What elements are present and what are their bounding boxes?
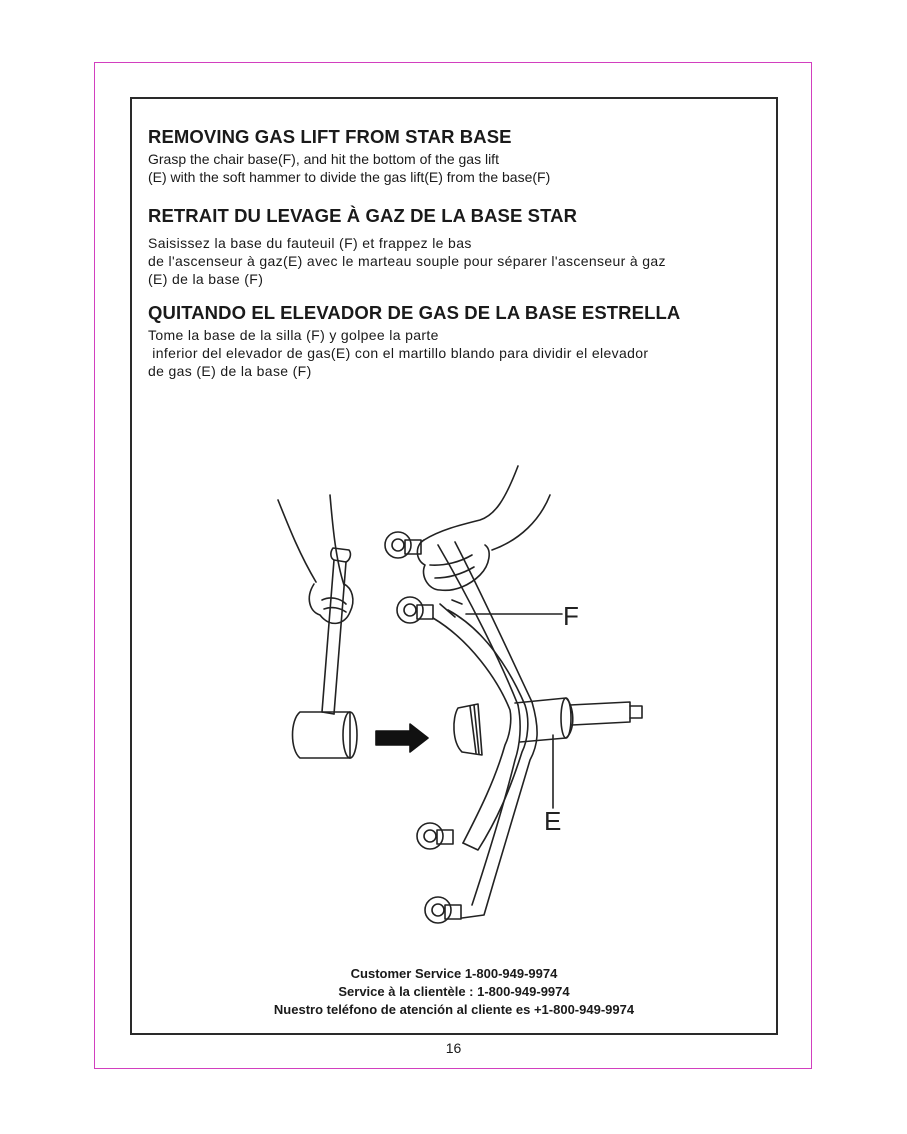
spanish-line-1: Tome la base de la silla (F) y golpee la parte: [148, 327, 439, 343]
strike-direction-arrow: [376, 724, 428, 752]
french-line-3: (E) de la base (F): [148, 271, 264, 287]
section-spanish: [148, 302, 768, 380]
heading-french: RETRAIT DU LEVAGE À GAZ DE LA BASE STAR: [148, 205, 578, 226]
heading-spanish: QUITANDO EL ELEVADOR DE GAS DE LA BASE ESTRELLA: [148, 302, 681, 323]
french-line-2: de l'ascenseur à gaz(E) avec le marteau souple pour séparer l'ascenseur à gaz: [148, 253, 666, 269]
section-french: [148, 205, 768, 288]
caster-wheel-icon: [417, 823, 453, 849]
english-line-2: (E) with the soft hammer to divide the gas lift(E) from the base(F): [148, 169, 551, 185]
spanish-line-2: inferior del elevador de gas(E) con el martillo blando para dividir el elevador: [148, 345, 649, 361]
section-english: [148, 126, 768, 186]
customer-service-french: Service à la clientèle : 1-800-949-9974: [338, 984, 570, 999]
label-f: F: [563, 601, 579, 631]
base-hub-shape: [454, 704, 482, 755]
english-line-1: Grasp the chair base(F), and hit the bottom of the gas lift: [148, 151, 499, 167]
caster-wheel-icon: [425, 897, 461, 923]
caster-wheel-icon: [397, 597, 433, 623]
star-base-shape: [433, 542, 537, 918]
right-hand-icon: [417, 466, 550, 590]
soft-hammer-icon: [293, 548, 358, 758]
gas-lift-removal-illustration: [262, 455, 662, 955]
left-hand-icon: [278, 495, 353, 623]
heading-english: REMOVING GAS LIFT FROM STAR BASE: [148, 126, 512, 147]
gas-lift-cylinder: [515, 698, 642, 742]
caster-wheel-icon: [385, 532, 421, 558]
page-number: 16: [445, 1040, 462, 1056]
spanish-line-3: de gas (E) de la base (F): [148, 363, 312, 379]
customer-service-english: Customer Service 1-800-949-9974: [350, 966, 558, 981]
customer-service-spanish: Nuestro teléfono de atención al cliente es +1-800-949-9974: [273, 1002, 635, 1017]
label-e: E: [544, 806, 562, 836]
french-line-1: Saisissez la base du fauteuil (F) et frappez le bas: [148, 235, 472, 251]
